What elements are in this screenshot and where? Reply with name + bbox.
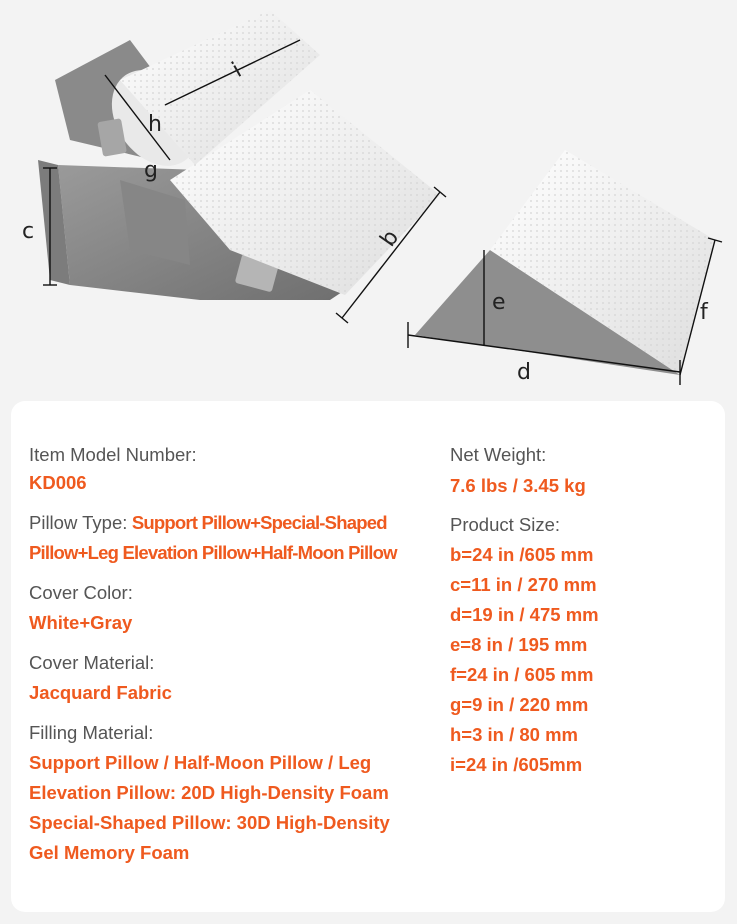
size-item: g=9 in / 220 mm	[450, 694, 589, 715]
pillow-type-label: Pillow Type:	[29, 512, 128, 533]
filling-material-line: Special-Shaped Pillow: 30D High-Density	[29, 812, 390, 833]
size-item: h=3 in / 80 mm	[450, 724, 579, 745]
leg-elevation-pillow-shape	[415, 150, 715, 375]
model-number-value: KD006	[29, 472, 87, 493]
dimension-label-g: g	[144, 158, 158, 183]
cover-material-label: Cover Material:	[29, 652, 155, 673]
dimension-label-f: f	[700, 300, 708, 325]
product-size-label: Product Size:	[450, 514, 561, 535]
size-item: e=8 in / 195 mm	[450, 634, 588, 655]
size-item: d=19 in / 475 mm	[450, 604, 599, 625]
specification-card	[11, 401, 725, 912]
pillow-type-line	[29, 508, 387, 538]
filling-material-line: Gel Memory Foam	[29, 842, 190, 863]
dimension-label-h: h	[148, 112, 162, 137]
model-number-label: Item Model Number:	[29, 444, 197, 465]
pillow-type-value-line-1: Support Pillow+Special-Shaped	[131, 512, 387, 533]
cover-color-value: White+Gray	[29, 612, 133, 633]
cover-material-value: Jacquard Fabric	[29, 682, 172, 703]
size-item: f=24 in / 605 mm	[450, 664, 594, 685]
net-weight-label: Net Weight:	[450, 444, 547, 465]
net-weight-value: 7.6 lbs / 3.45 kg	[450, 475, 586, 496]
filling-material-label: Filling Material:	[29, 722, 154, 743]
product-illustration	[0, 0, 737, 400]
dimension-label-c: c	[22, 219, 35, 244]
size-item: i=24 in /605mm	[450, 754, 583, 775]
dimension-label-e: e	[492, 290, 506, 315]
dimension-label-b: b	[375, 225, 405, 252]
pillow-diagram	[0, 0, 737, 400]
size-item: c=11 in / 270 mm	[450, 574, 597, 595]
dimension-label-i: i	[228, 58, 246, 83]
filling-material-line: Elevation Pillow: 20D High-Density Foam	[29, 782, 389, 803]
dimension-label-d: d	[517, 360, 531, 385]
filling-material-line: Support Pillow / Half-Moon Pillow / Leg	[29, 752, 372, 773]
pillow-type-value-line-2: Pillow+Leg Elevation Pillow+Half-Moon Pillow	[29, 542, 397, 563]
cover-color-label: Cover Color:	[29, 582, 133, 603]
size-item: b=24 in /605 mm	[450, 544, 594, 565]
